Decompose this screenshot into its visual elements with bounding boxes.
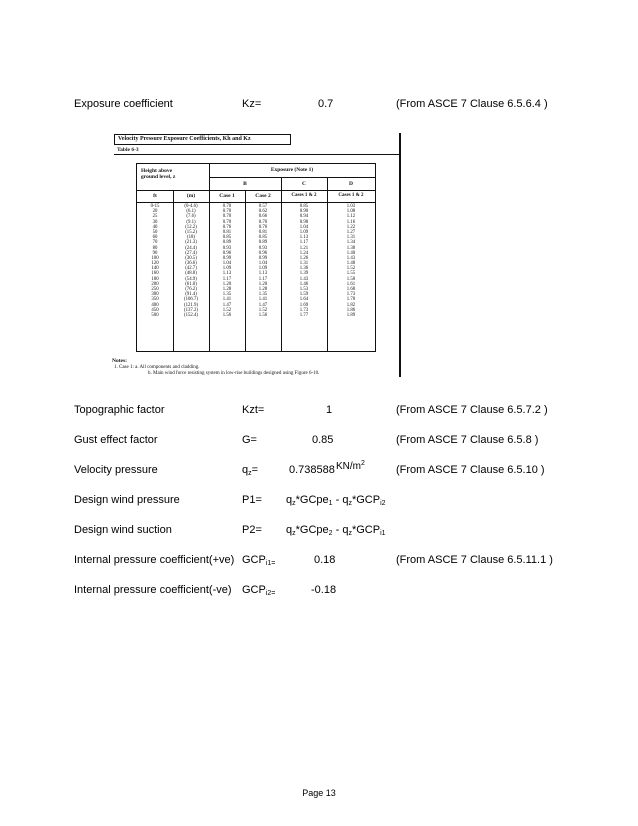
table-cell: 1.22 [346,224,356,230]
table-cell: 180 [151,276,159,282]
table-cell: 1.47 [222,302,232,308]
table-cell: 100 [151,255,159,261]
internal-pos-label: Internal pressure coefficient(+ve) [74,554,235,566]
table-cell: (36.6) [185,261,197,267]
note-1b: b. Main wind force resisting system in low-rise buildings designed using Figure 6-10. [148,371,320,376]
exposure-label: Exposure coefficient [74,98,173,110]
table-cell: 0.66 [258,214,268,220]
table-cell: 1.52 [222,307,232,313]
table-cell: 0.96 [222,250,232,256]
col-cases-d: Cases 1 & 2 [338,193,364,198]
table-cell: 0.57 [258,204,268,209]
table-cell: (106.7) [184,297,198,303]
col-cases-c: Cases 1 & 2 [291,193,317,198]
col-case1: Case 1 [219,193,235,199]
table-cell: 1.52 [258,307,268,313]
gust-symbol: G= [242,434,257,446]
gust-source: (From ASCE 7 Clause 6.5.8 ) [396,434,539,446]
table-cell: 1.04 [258,261,268,267]
table-cell: 1.55 [346,271,356,277]
table-cell: 0.76 [222,224,232,230]
table-cell: 1.03 [346,204,356,209]
table-cell: 1.35 [258,292,268,298]
col-d: D [349,181,353,187]
table-cell: 120 [151,261,159,267]
table-cell: 1.86 [346,307,356,313]
table-cell: 1.16 [346,219,356,225]
table-cell: 1.59 [299,292,309,298]
table-cell: (42.7) [185,266,197,272]
table-cell: 1.82 [346,302,356,308]
exposure-header: Exposure (Note 1) [270,167,314,173]
table-cell: 1.56 [258,312,268,318]
table-cell: 1.09 [258,266,268,272]
design-suction-formula: $q_z*GCpe_2 - q_z*GCP_{i1}$ [286,524,386,537]
velocity-value: 0.738588 [289,464,335,476]
table-cell: (7.6) [186,214,196,220]
table-cell: (152.4) [184,312,198,318]
topographic-value: 1 [326,404,333,416]
table-cell: 0.96 [258,250,268,256]
table-cell: 140 [151,266,159,272]
velocity-symbol: $q_z=$ [242,464,259,477]
design-pressure-formula: $q_z*GCpe_1 - q_z*GCP_{i2}$ [286,494,386,507]
page-number: Page 13 [302,788,336,798]
table-cell: (18) [187,235,195,241]
col-ft: ft [153,193,157,199]
table-cell: 1.36 [299,266,309,272]
table-cell: 0.99 [258,255,268,261]
table-cell: 0.85 [299,204,309,209]
table-cell: 1.69 [299,302,309,308]
design-pressure-label: Design wind pressure [74,494,180,506]
table-cell: 1.17 [299,240,309,246]
table-cell: 1.17 [258,276,268,282]
design-suction-symbol: P2= [242,524,262,536]
table-cell: (121.9) [184,302,198,308]
table-cell: 1.48 [346,261,356,267]
height-header: Height above ground level, z [141,168,176,180]
table-cell: (9.1) [186,219,196,225]
table-cell: 1.04 [299,224,309,230]
table-cell: (76.2) [185,287,197,292]
notes-title: Notes: [112,358,127,364]
internal-neg-value: -0.18 [311,584,337,596]
table-cell: 1.17 [222,276,232,282]
table-cell: (61.0) [185,281,197,287]
table-cell: (54.9) [185,276,197,282]
table-cell: 1.41 [222,297,232,303]
table-cell: 1.31 [299,261,309,267]
table-cell: (30.5) [185,255,197,261]
table-cell: (137.2) [184,307,198,313]
table-cell: 0.76 [258,224,268,230]
table-cell: 80 [152,245,158,251]
table-cell: 1.13 [258,271,268,277]
table-cell: (21.3) [185,240,197,246]
table-cell: 1.24 [299,250,309,256]
table-cell: 1.78 [346,297,356,303]
velocity-label: Velocity pressure [74,464,158,476]
table-cell: 500 [151,312,159,318]
table-cell: 1.08 [346,209,356,215]
table-cell: 0.89 [258,240,268,246]
table-cell: 1.53 [299,287,309,292]
table-cell: 0.70 [222,209,232,215]
exposure-value: 0.7 [318,98,334,110]
table-cell: 1.21 [299,245,309,251]
table-cell: 1.73 [299,307,309,313]
internal-pos-source: (From ASCE 7 Clause 6.5.11.1 ) [396,554,553,566]
table-cell: 1.04 [222,261,232,267]
table-cell: 450 [151,307,159,313]
table-cell: 90 [152,250,158,256]
table-cell: 0.85 [258,235,268,241]
table-cell: 200 [151,281,159,287]
table-cell: 0.85 [222,235,232,241]
topographic-source: (From ASCE 7 Clause 6.5.7.2 ) [396,404,548,416]
table-cell: 60 [152,235,158,241]
table-cell: (0-4.6) [184,204,198,209]
table-cell: 0.90 [299,209,309,215]
table-cell: 1.73 [346,292,356,298]
col-b: B [243,181,247,187]
table-cell: 0.62 [258,209,268,215]
exposure-source: (From ASCE 7 Clause 6.5.6.4 ) [396,98,548,110]
table-cell: 1.34 [346,240,356,246]
table-cell: 1.43 [299,276,309,282]
table-cell: 70 [152,240,158,246]
table-cell: (91.4) [185,292,197,298]
velocity-unit: $KN/m^2$ [336,460,365,472]
table-cell: (6.1) [186,209,196,215]
table-divider [114,154,399,155]
table-cell: 160 [151,271,159,277]
table-cell: 1.40 [346,250,356,256]
table-cell: 1.09 [222,266,232,272]
table-cell: 1.28 [258,287,268,292]
internal-neg-symbol: $GCP_{i2=}$ [242,584,276,597]
table-cell: 1.38 [346,245,356,251]
table-cell: 1.39 [299,271,309,277]
exposure-table [136,163,376,352]
table-cell: 1.64 [299,297,309,303]
table-cell: 0.94 [299,214,309,220]
table-cell: 0.70 [222,214,232,220]
table-cell: 25 [152,214,158,220]
table-cell: 350 [151,297,159,303]
table-cell: 0.70 [222,204,232,209]
table-row [137,313,375,318]
table-cell: 400 [151,302,159,308]
table-cell: 0-15 [150,204,160,209]
table-cell: 1.26 [299,255,309,261]
table-cell: 0.89 [222,240,232,246]
table-cell: (48.8) [185,271,197,277]
table-cell: 0.98 [299,219,309,225]
table-cell: 0.70 [222,219,232,225]
table-cell: (27.4) [185,250,197,256]
table-cell: 1.35 [222,292,232,298]
table-cell: 250 [151,287,159,292]
table-cell: 0.93 [222,245,232,251]
table-cell: 1.89 [346,312,356,318]
table-cell: 1.27 [346,229,356,235]
topographic-label: Topographic factor [74,404,165,416]
note-1a: 1. Case 1: a. All components and cladding. [114,365,200,370]
table-cell: 1.20 [258,281,268,287]
table-cell: 20 [152,209,158,215]
internal-pos-symbol: $GCP_{i1=}$ [242,554,276,567]
table-cell: 1.41 [258,297,268,303]
table-cell: 1.46 [299,281,309,287]
table-cell: 1.47 [258,302,268,308]
table-cell: 0.81 [258,229,268,235]
table-cell: 0.99 [222,255,232,261]
velocity-source: (From ASCE 7 Clause 6.5.10 ) [396,464,545,476]
internal-neg-label: Internal pressure coefficient(-ve) [74,584,232,596]
table-cell: 1.68 [346,287,356,292]
table-cell: 1.77 [299,312,309,318]
table-cell: 1.12 [346,214,356,220]
table-cell: 1.09 [299,229,309,235]
table-cell: 40 [152,224,158,230]
scan-edge [399,133,401,377]
col-m: (m) [186,193,196,199]
table-cell: 1.28 [222,287,232,292]
exposure-symbol: Kz= [242,98,262,110]
table-cell: 1.31 [346,235,356,241]
table-cell: 30 [152,219,158,225]
table-cell: 1.61 [346,281,356,287]
design-pressure-symbol: P1= [242,494,262,506]
gust-label: Gust effect factor [74,434,158,446]
table-cell: 1.52 [346,266,356,272]
table-cell: (15.2) [185,229,197,235]
table-cell: 0.93 [258,245,268,251]
table-cell: 1.13 [299,235,309,241]
table-caption: Velocity Pressure Exposure Coefficients, Kh and Kz [114,134,291,145]
table-body [137,204,375,318]
table-cell: 1.20 [222,281,232,287]
table-cell: 1.43 [346,255,356,261]
table-cell: 1.56 [222,312,232,318]
design-suction-label: Design wind suction [74,524,172,536]
table-cell: 0.81 [222,229,232,235]
gust-value: 0.85 [312,434,334,446]
table-cell: (12.2) [185,224,197,230]
table-cell: 50 [152,229,158,235]
table-number: Table 6-3 [117,147,139,153]
table-cell: 1.13 [222,271,232,277]
col-c: C [302,181,306,187]
col-case2: Case 2 [255,193,271,199]
table-cell: (24.4) [185,245,197,251]
table-cell: 300 [151,292,159,298]
exposure-table-scan [108,133,400,377]
topographic-symbol: Kzt= [242,404,265,416]
table-cell: 1.58 [346,276,356,282]
internal-pos-value: 0.18 [314,554,336,566]
table-cell: 0.70 [258,219,268,225]
